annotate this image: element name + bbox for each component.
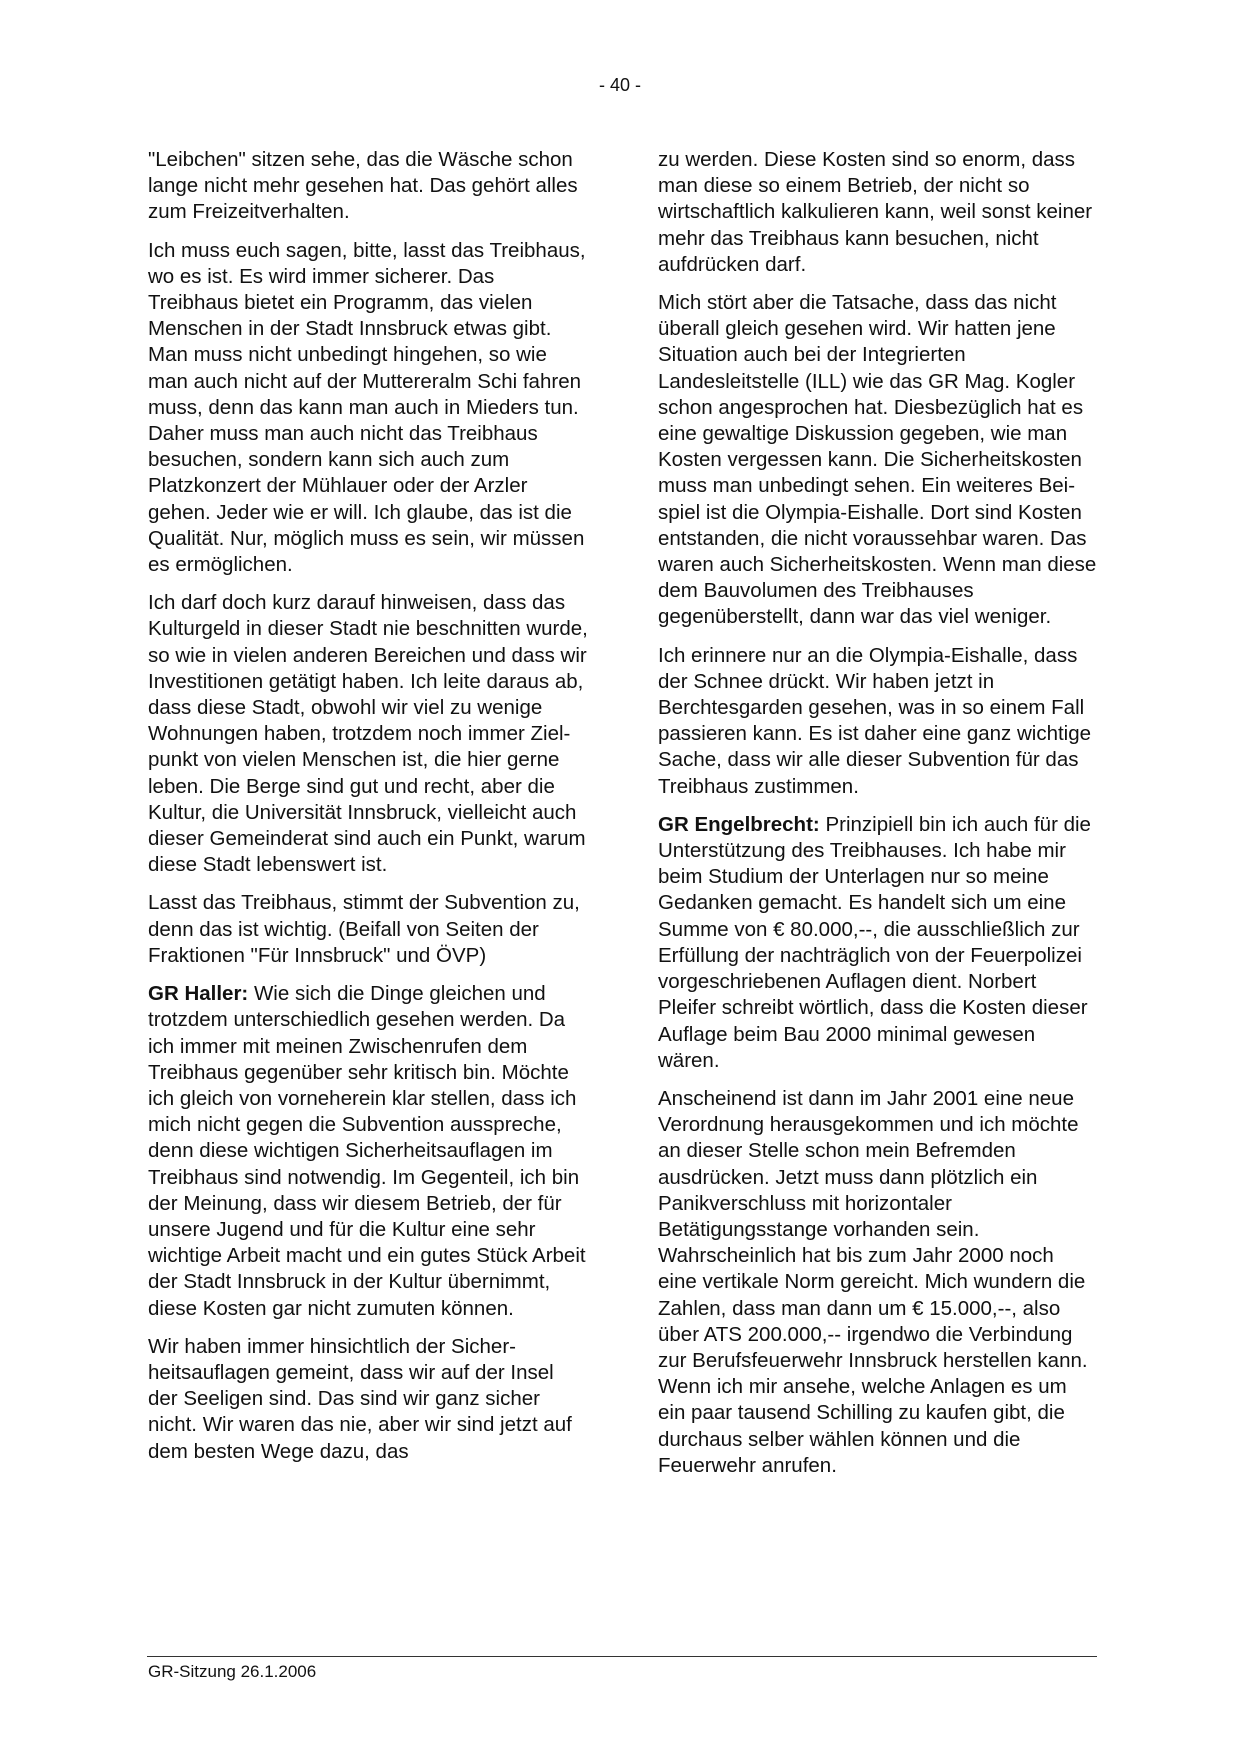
footer-session-date: GR-Sitzung 26.1.2006 [148, 1662, 317, 1681]
paragraph: Ich darf doch kurz darauf hinweisen, dass das Kulturgeld in dieser Stadt nie beschnitten wurde, so wie in vielen anderen Bereichen und dass wir Investitionen getätigt haben. Ich leite daraus ab, dass diese Stadt, obwohl wir viel zu wenige Wohnungen haben, trotzdem noch immer Zielpunkt von vielen Menschen ist, die hier gerne leben. Die Berge sind gut und recht, aber die Kultur, die Universität Innsbruck, vielleicht auch dieser Gemeinderat sind auch ein Punkt, warum diese Stadt lebenswert ist. [148, 591, 588, 877]
footer-divider [147, 1656, 1097, 1657]
paragraph: "Leibchen" sitzen sehe, das die Wäsche schon lange nicht mehr gesehen hat. Das gehört alles zum Freizeitverhalten. [148, 148, 578, 224]
page-number: - 40 - [598, 75, 641, 95]
paragraph: Anscheinend ist dann im Jahr 2001 eine neue Verordnung herausgekommen und ich möchte an dieser Stelle schon mein Befremden ausdrücken. Jetzt muss dann plötzlich ein Panikverschluss mit horizontaler Betätigungsstange vorhanden sein. Wahrscheinlich hat bis zum Jahr 2000 noch eine vertikale Norm gereicht. Mich wundern die Zahlen, dass man dann um € 15.000,--, also über ATS 200.000,-- irgendwo die Verbindung zur Berufsfeuerwehr Innsbruck herstellen kann. Wenn ich mir ansehe, welche Anlagen es um ein paar tausend Schilling zu kaufen gibt, die durchaus selber wählen können und die Feuerwehr anrufen. [658, 1086, 1088, 1477]
speaker-name: GR Haller: [148, 982, 249, 1006]
paragraph: GR Haller: Wie sich die Dinge gleichen und trotzdem unterschiedlich gesehen werden. Da ich immer mit meinen Zwischenrufen dem Treibhaus gegenüber sehr kritisch bin. Möchte ich gleich von vorneherein klar stellen, dass ich mich nicht gegen die Subvention ausspreche, denn diese wichtigen Sicherheitsauflagen im Treibhaus sind notwendig. Im Gegenteil, ich bin der Meinung, dass wir diesem Betrieb, der für unsere Jugend und für die Kultur eine sehr wichtige Arbeit macht und ein gutes Stück Arbeit der Stadt Innsbruck in der Kultur übernimmt, diese Kosten gar nicht zumuten können. [148, 982, 586, 1320]
left-column [148, 147, 588, 1477]
paragraph: Wir haben immer hinsichtlich der Sicherheitsauflagen gemeint, dass wir auf der Insel der Seeligen sind. Das sind wir ganz sicher nicht. Wir waren das nie, aber wir sind jetzt auf dem besten Wege dazu, das [148, 1334, 572, 1463]
paragraph: GR Engelbrecht: Prinzipiell bin ich auch für die Unterstützung des Treibhauses. Ich habe mir beim Studium der Unterlagen nur so meine Gedanken gemacht. Es handelt sich um eine Summe von € 80.000,--, die ausschließlich zur Erfüllung der nachträglich von der Feuerpolizei vorgeschriebenen Auflagen dient. Norbert Pleifer schreibt wörtlich, dass die Kosten dieser Auflage beim Bau 2000 minimal gewesen wären. [658, 812, 1091, 1072]
right-column [658, 147, 1098, 1491]
paragraph: zu werden. Diese Kosten sind so enorm, dass man diese so einem Betrieb, der nicht so wirtschaftlich kalkulieren kann, weil sonst keiner mehr das Treibhaus kann besuchen, nicht aufdrücken darf. [658, 148, 1093, 276]
paragraph: Mich stört aber die Tatsache, dass das nicht überall gleich gesehen wird. Wir hatten jene Situation auch bei der Integrierten Landesleitstelle (ILL) wie das GR Mag. Kogler schon angesprochen hat. Diesbezüglich hat es eine gewaltige Diskussion gegeben, wie man Kosten vergessen kann. Die Sicherheitskosten muss man unbedingt sehen. Ein weiteres Beispiel ist die Olympia-Eishalle. Dort sind Kosten entstanden, die nicht voraussehbar waren. Das waren auch Sicherheitskosten. Wenn man diese dem Bauvolumen des Treibhauses gegenüberstellt, dann war das viel weniger. [658, 291, 1097, 629]
paragraph: Ich erinnere nur an die Olympia-Eishalle, dass der Schnee drückt. Wir haben jetzt in Berchtesgarden gesehen, was in so einem Fall passieren kann. Es ist daher eine ganz wichtige Sache, dass wir alle dieser Subvention für das Treibhaus zustimmen. [658, 643, 1092, 798]
paragraph: Lasst das Treibhaus, stimmt der Subvention zu, denn das ist wichtig. (Beifall von Seiten der Fraktionen "Für Innsbruck" und ÖVP) [148, 891, 580, 967]
speaker-name: GR Engelbrecht: [658, 812, 820, 836]
paragraph: Ich muss euch sagen, bitte, lasst das Treibhaus, wo es ist. Es wird immer sicherer. Das Treibhaus bietet ein Programm, das vielen Menschen in der Stadt Innsbruck etwas gibt. Man muss nicht unbedingt hingehen, so wie man auch nicht auf der Muttereralm Schi fahren muss, denn das kann man auch in Mieders tun. Daher muss man auch nicht das Treibhaus besuchen, sondern kann sich auch zum Platzkonzert der Mühlauer oder der Arzler gehen. Jeder wie er will. Ich glaube, das ist die Qualität. Nur, möglich muss es sein, wir müssen es ermöglichen. [148, 238, 586, 577]
